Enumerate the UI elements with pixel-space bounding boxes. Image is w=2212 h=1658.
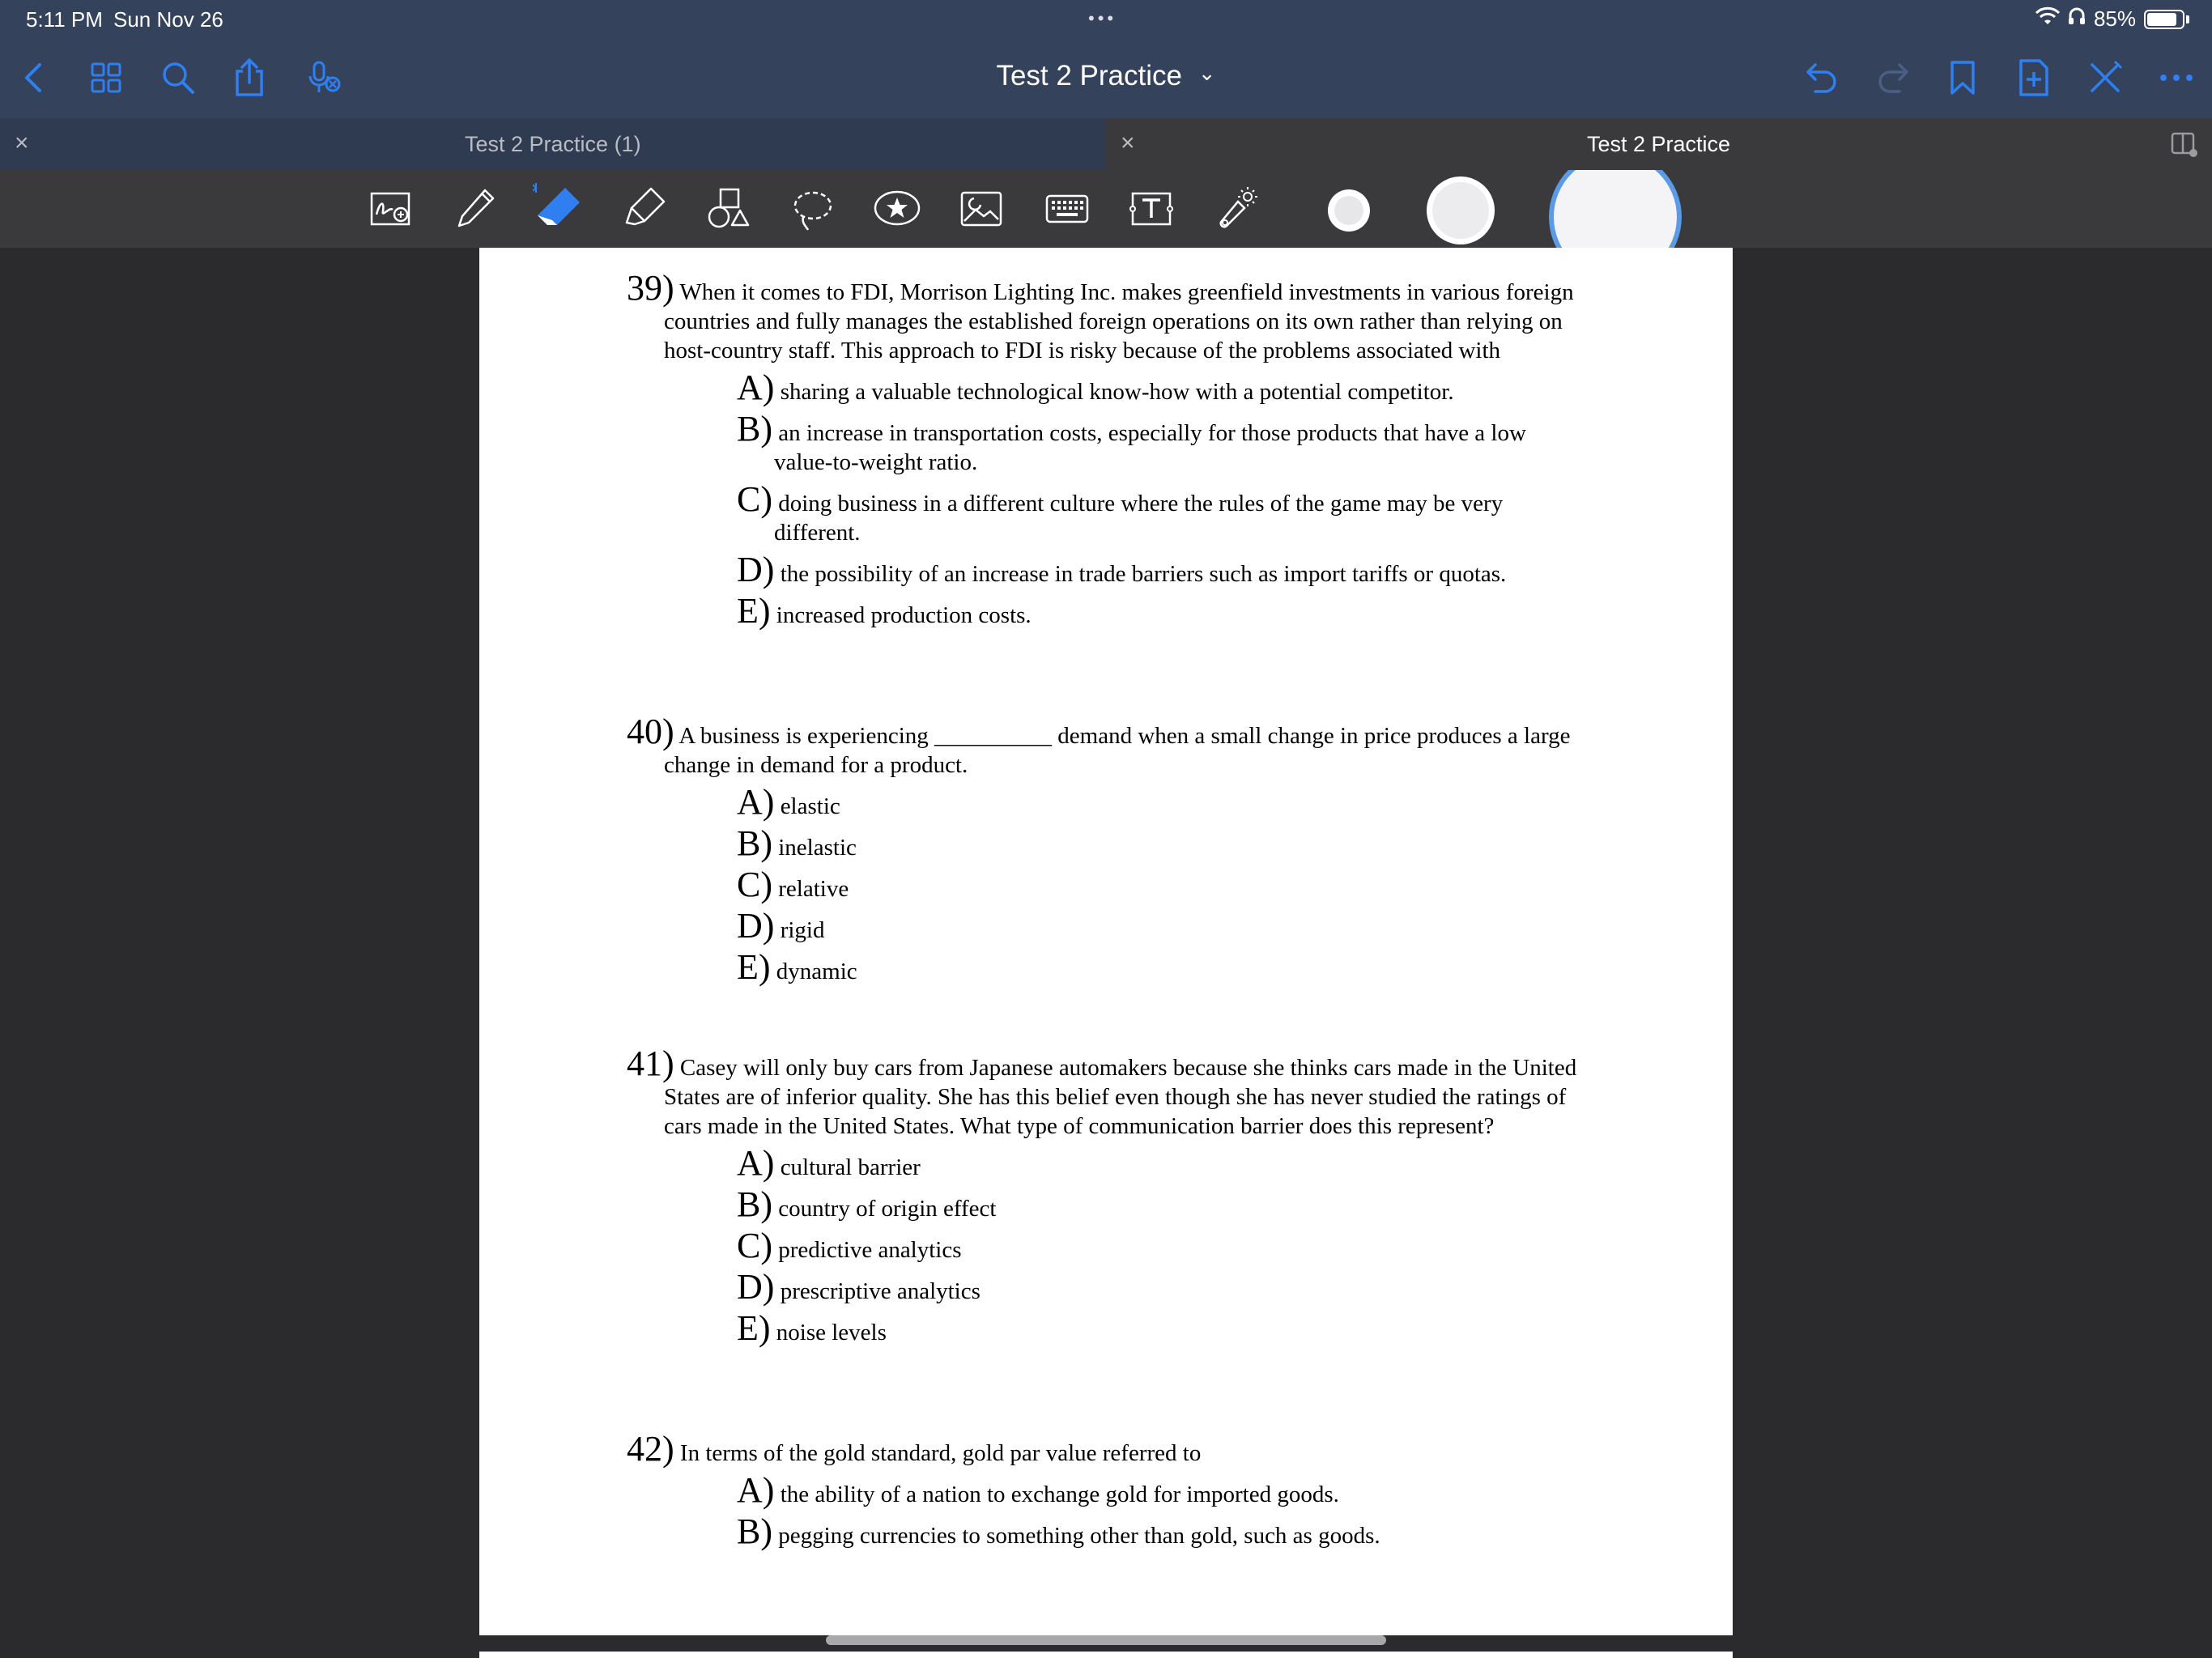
pen-icon[interactable] [450,183,502,235]
eraser-icon[interactable] [533,183,585,235]
question-number: 41) [627,1044,674,1083]
option-text: dynamic [776,959,857,984]
option-letter: A) [737,782,775,822]
tab-test-2-practice-1[interactable] [0,118,1106,170]
option-letter: E) [737,1308,771,1348]
option-text: cultural barrier [780,1154,921,1180]
option-letter: B) [737,1184,772,1224]
option-b [700,1184,1590,1224]
close-pencil-icon[interactable] [2082,55,2128,100]
multitasking-dots[interactable]: ••• [1088,8,1117,28]
option-text: rigid [780,917,825,943]
add-page-icon[interactable] [2011,55,2057,100]
redo-icon[interactable] [1870,55,1916,100]
status-time: 5:11 PM [26,7,103,32]
thumbnails-grid-icon[interactable] [83,55,129,100]
battery-percent: 85% [2093,6,2136,31]
battery-icon [2144,10,2184,29]
pdf-page[interactable] [479,248,1733,1635]
option-text: elastic [780,793,840,819]
question-text [627,1044,1590,1141]
option-letter: B) [737,1511,772,1551]
status-bar [0,0,2212,39]
eraser-size-small[interactable] [1326,188,1372,237]
option-text: country of origin effect [778,1196,997,1222]
question-body: When it comes to FDI, Morrison Lighting Inc. makes greenfield investments in various foreign countries and fully manages the established foreign operations on its own rather than relying on host-country staff. This approach to FDI is risky because of the problems associated with [664,279,1574,363]
option-letter: A) [737,368,775,407]
status-right [2035,6,2189,32]
share-icon[interactable] [227,55,272,100]
question-number: 39) [627,268,674,308]
text-box-icon[interactable] [1125,183,1177,235]
question-40 [627,712,1590,987]
option-letter: B) [737,409,772,449]
option-text: predictive analytics [778,1237,962,1263]
laser-pointer-icon[interactable] [1210,183,1261,235]
option-letter: E) [737,591,771,631]
next-page-edge [479,1652,1733,1658]
tab-close-icon[interactable]: × [15,130,29,156]
question-text [627,268,1590,365]
option-e [700,947,1590,987]
option-letter: E) [737,947,771,987]
question-42 [627,1429,1590,1551]
eraser-size-large[interactable] [1546,170,1684,248]
eraser-size-medium[interactable] [1425,175,1496,250]
search-icon[interactable] [155,55,201,100]
question-number: 40) [627,712,674,751]
option-letter: C) [737,865,772,904]
option-letter: C) [737,479,772,519]
home-indicator[interactable] [826,1635,1386,1645]
headphones-icon [2068,6,2086,32]
option-text: the ability of a nation to exchange gold for imported goods. [780,1482,1339,1507]
option-d [700,906,1590,946]
option-letter: D) [737,906,775,946]
option-letter: D) [737,550,775,589]
option-b [700,409,1590,477]
keyboard-icon[interactable] [1041,183,1093,235]
document-title-label[interactable]: Test 2 Practice [996,60,1182,91]
back-icon[interactable] [11,55,57,100]
question-text [627,1429,1590,1469]
option-text: the possibility of an increase in trade barriers such as import tariffs or quotas. [780,561,1507,587]
option-letter: B) [737,823,772,863]
split-view-icon[interactable] [2170,130,2199,163]
option-text: pegging currencies to something other than gold, such as goods. [778,1523,1380,1549]
option-b [700,823,1590,863]
option-text: inelastic [778,835,857,861]
option-text: noise levels [776,1320,887,1346]
undo-icon[interactable] [1799,55,1844,100]
option-letter: A) [737,1143,775,1183]
option-a [700,782,1590,822]
microphone-icon[interactable] [301,55,347,100]
option-text: relative [778,876,849,902]
option-text: prescriptive analytics [780,1278,981,1304]
question-number: 42) [627,1429,674,1469]
question-41 [627,1044,1590,1348]
annotation-toolbar [0,170,2212,248]
option-c [700,865,1590,904]
title-chevron-icon[interactable]: ⌄ [1197,61,1216,85]
option-letter: C) [737,1226,772,1265]
question-39 [627,268,1590,631]
tab-test-2-practice[interactable] [1106,118,2212,170]
elements-sticker-icon[interactable] [871,183,923,235]
option-letter: A) [737,1470,775,1510]
option-a [700,1470,1590,1510]
tab-close-icon[interactable]: × [1121,130,1135,156]
shapes-icon[interactable] [703,183,755,235]
option-letter: D) [737,1267,775,1307]
option-d [700,1267,1590,1307]
highlighter-icon[interactable] [619,183,670,235]
option-c [700,1226,1590,1265]
wifi-icon [2035,6,2060,32]
bookmark-icon[interactable] [1940,55,1985,100]
image-icon[interactable] [955,183,1007,235]
status-date: Sun Nov 26 [113,7,223,32]
question-body: A business is experiencing __________ demand when a small change in price produces a large change in demand for a product. [664,723,1571,778]
lasso-icon[interactable] [787,183,839,235]
option-b [700,1511,1590,1551]
option-e [700,1308,1590,1348]
option-text: sharing a valuable technological know-how with a potential competitor. [780,379,1454,405]
top-bar [0,0,2212,118]
option-a [700,368,1590,407]
option-text: an increase in transportation costs, especially for those products that have a low value-to-weight ratio. [774,420,1526,475]
nav-bar [0,39,2212,118]
option-e [700,591,1590,631]
option-c [700,479,1590,547]
question-body: Casey will only buy cars from Japanese automakers because she thinks cars made in the United States are of inferior quality. She has this belief even though she has never studied the ratings of cars made in the United States. What type of communication barrier does this represent? [664,1055,1577,1139]
option-a [700,1143,1590,1183]
more-icon[interactable] [2154,55,2199,100]
tab-label: Test 2 Practice (1) [465,132,641,156]
option-text: doing business in a different culture where the rules of the game may be very different. [774,491,1504,546]
tab-bar [0,118,2212,170]
tab-label: Test 2 Practice [1587,132,1731,156]
option-d [700,550,1590,589]
question-text [627,712,1590,780]
option-text: increased production costs. [776,602,1032,628]
zoom-window-icon[interactable] [366,183,418,235]
question-body: In terms of the gold standard, gold par value referred to [679,1440,1202,1466]
